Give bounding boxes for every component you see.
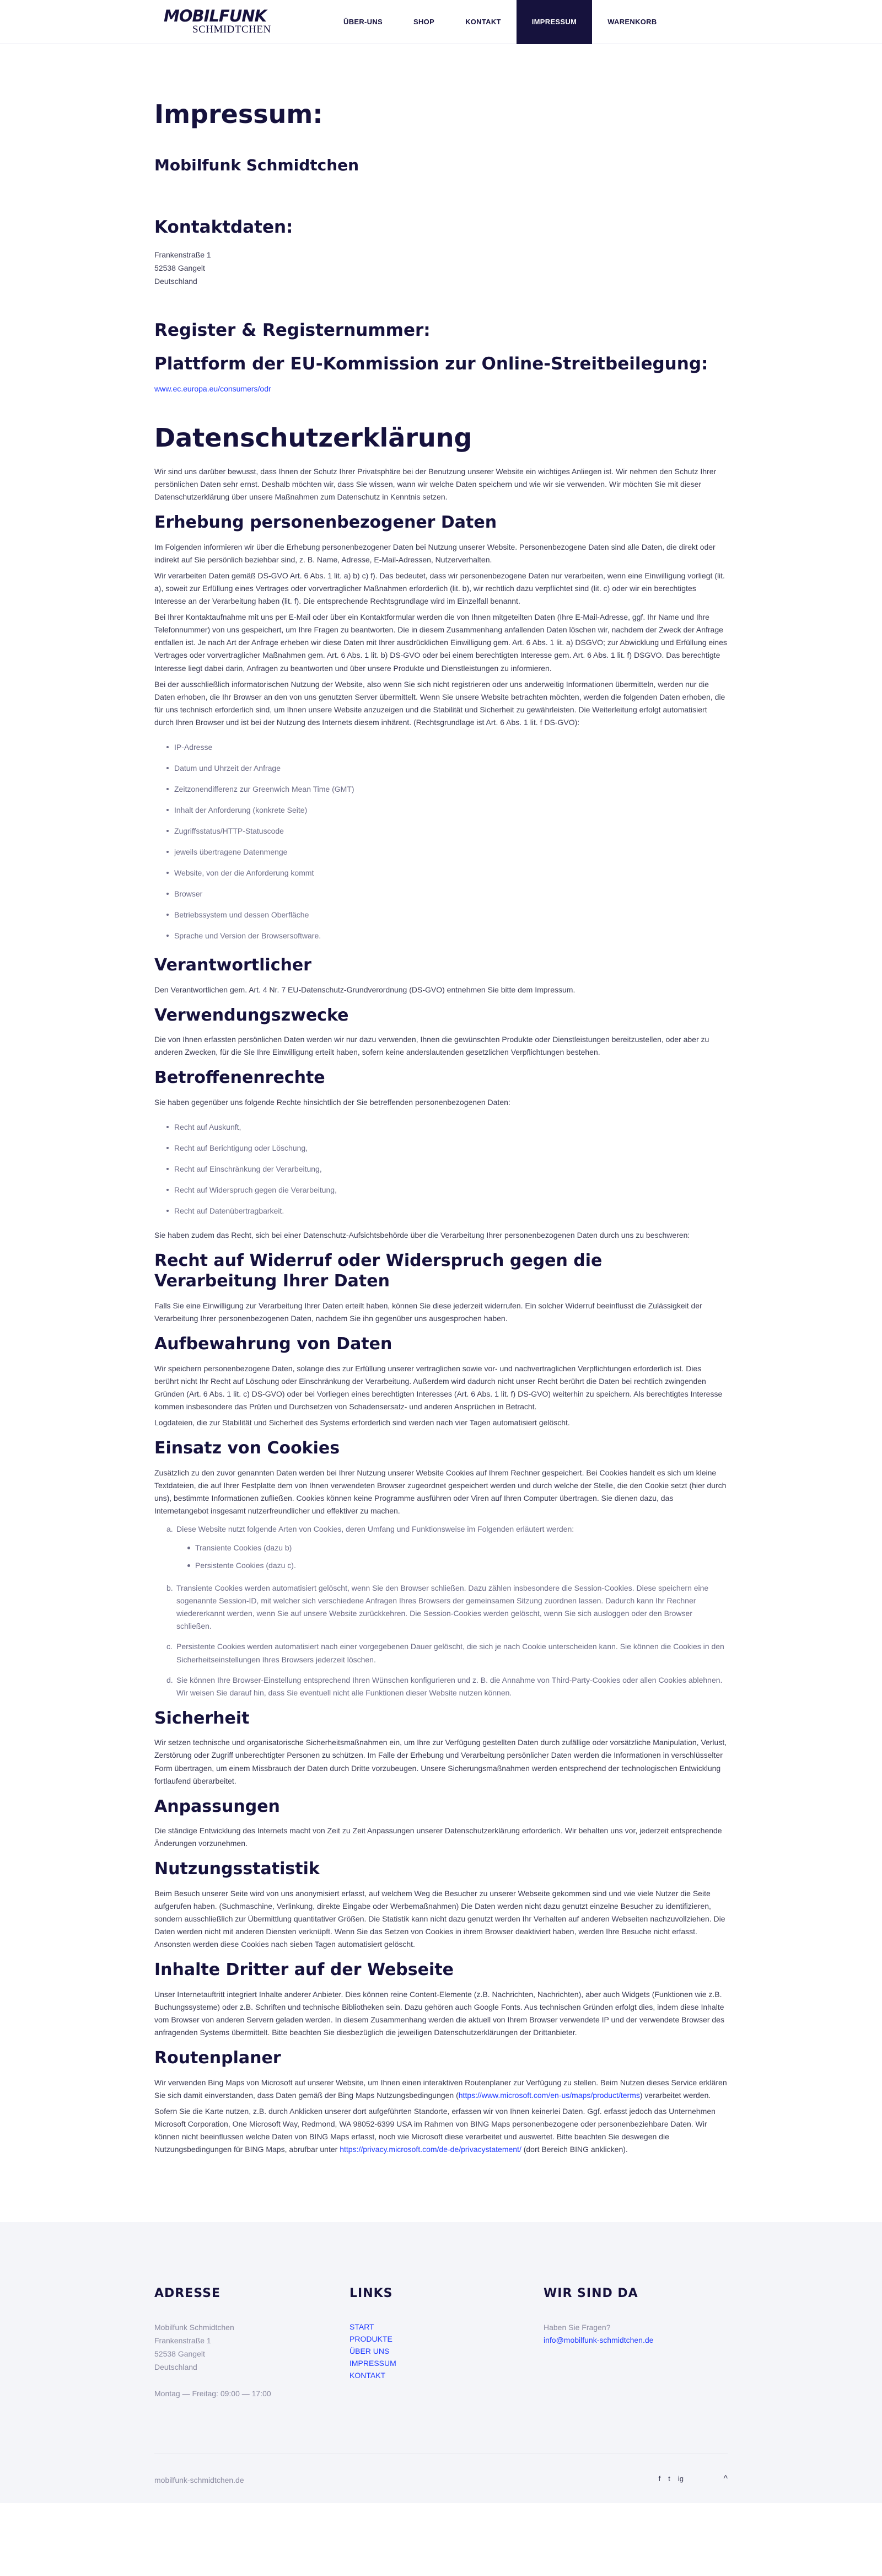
contact-address (154, 248, 728, 288)
paragraph-text: ) verarbeitet werden. (639, 2090, 711, 2100)
footer-heading: WIR SIND DA (544, 2287, 638, 2301)
paragraph (154, 2076, 728, 2102)
company-name: Mobilfunk Schmidtchen (154, 156, 359, 175)
instagram-icon[interactable]: ig (677, 2475, 684, 2483)
footer-address (154, 2284, 271, 2400)
section-heading-routenplaner: Routenplaner (154, 2048, 281, 2068)
nav-item-kontakt[interactable]: KONTAKT (465, 18, 501, 26)
list-item: Recht auf Berichtigung oder Löschung, (166, 1137, 728, 1158)
section-heading-aufbewahrung: Aufbewahrung von Daten (154, 1334, 392, 1354)
list-item: Persistente Cookies (dazu c). (187, 1557, 728, 1574)
paragraph: Unser Internetauftritt integriert Inhalte anderer Anbieter. Dies können reine Content-Elemente (z.B. Nachrichten, Nachrichten), aber auch Widgets (Funktionen wie z.B. Buchungssysteme) oder z.B. Schriften und technische Bibliotheken sein. Dazu gehören auch Google Fonts. Aus technischen Gründen erfolgt dies, indem diese Inhalte vom Browser von anderen Servern geladen werden. In diesem Zusammenhang werden die aktuell von Ihrem Browser verwendete IP und der verwendete Browser des anfragenden Systems übermittelt. Bitte beachten Sie diesbezüglich die jeweiligen Datenschutzerklärungen der Drittanbieter. (154, 1989, 724, 2037)
list-item-text: Persistente Cookies werden automatisiert nach einer vorgegebenen Dauer gelöscht, die sich je nach Cookie unterscheiden kann. Sie können die Cookies in den Sicherheitseinstellungen Ihres Browsers jederzeit löschen. (176, 1642, 724, 1664)
paragraph (154, 2105, 728, 2156)
paragraph-text: (dort Bereich BING anklicken). (521, 2145, 628, 2154)
list-item-text: Diese Website nutzt folgende Arten von Cookies, deren Umfang und Funktionsweise im Folgenden erläutert werden: (176, 1525, 574, 1533)
paragraph: Wir setzen technische und organisatorische Sicherheitsmaßnahmen ein, um Ihre zur Verfügung gestellten Daten durch zufällige oder vorsätzliche Manipulation, Verlust, Zerstörung oder Zugriff unberechtigter Personen zu schützen. Im Falle der Erhebung und Verarbeitung persönlicher Daten werden die Informationen in verschlüsselter Form übertragen, um einem Missbrauch der Daten durch Dritte vorzubeugen. Unsere Sicherungsmaßnahmen werden entsprechend der technologischen Entwicklung fortlaufend überarbeitet. (154, 1738, 727, 1785)
list-item: b. Transiente Cookies werden automatisiert gelöscht, wenn Sie den Browser schließen. Dazu zählen insbesondere die Session-Cookies. Diese speichern eine sogenannte Session-ID, mit welcher sich verschiedene Anfragen Ihres Browsers der gemeinsamen Sitzung zuordnen lassen. Dadurch kann Ihr Rechner wiedererkannt werden, wenn Sie auf unsere Website zurückkehren. Die Session-Cookies werden gelöscht, wenn Sie sich ausloggen oder den Browser schließen. (166, 1584, 709, 1631)
footer-text: Haben Sie Fragen? (544, 2322, 611, 2332)
nav-item-impressum[interactable]: IMPRESSUM (517, 0, 592, 44)
list-item: Recht auf Einschränkung der Verarbeitung, (166, 1158, 728, 1179)
site-logo[interactable] (164, 8, 279, 36)
footer-text: 52538 Gangelt (154, 2349, 205, 2358)
social-links (659, 2473, 684, 2484)
paragraph: Wir speichern personenbezogene Daten, solange dies zur Erfüllung unserer vertraglichen sowie vor- und nachvertraglichen Verpflichtungen erforderlich ist. Dies berührt nicht Ihr Recht auf Löschung oder Einschränkung der Verarbeitung. Außerdem wird dadurch nicht unser Recht berührt die Daten bei rechtlich zwingenden Gründen (Art. 6 Abs. 1 lit. c) DS-GVO) oder bei Vorliegen eines berechtigten Interesses (Art. 6 Abs. 1 lit. f) DS-GVO) weiterhin zu speichern. Als berechtigtes Interesse kommen insbesondere das Prüfen und Durchsetzen von Schadensersatz- und anderen Ansprüchen in Betracht. (154, 1364, 723, 1411)
footer-text: Frankenstraße 1 (154, 2336, 211, 2345)
paragraph: Den Verantwortlichen gem. Art. 4 Nr. 7 EU-Datenschutz-Grundverordnung (DS-GVO) entnehmen Sie bitte dem Impressum. (154, 985, 576, 994)
page-title: Impressum: (154, 99, 323, 129)
footer-text: Deutschland (154, 2362, 197, 2371)
section-heading-cookies: Einsatz von Cookies (154, 1439, 340, 1458)
paragraph-text: Sofern Sie die Karte nutzen, z.B. durch Anklicken unserer dort aufgeführten Standorte, erfassen wir von Ihnen keinerlei Daten. Ggf. erfasst jedoch das Unternehmen Microsoft Corporation, One Microsoft Way, Redmond, WA 98052-6399 USA im Rahmen von BING Maps personenbezogene oder personenbeziehbare Daten. Wir können nicht beeinflussen welche Daten von BING Maps erfasst, noch wie Microsoft diese verarbeitet und auswertet. Bitte beachten Sie deswegen die Nutzungsbedingungen für BING Maps, abrufbar unter (154, 2106, 716, 2154)
list-item: IP-Adresse (166, 737, 728, 758)
paragraph: Beim Besuch unserer Seite wird von uns anonymisiert erfasst, auf welchem Weg die Besucher zu unserer Webseite gekommen sind und wie viele Nutzer die Seite aufgerufen haben. (Suchmaschine, Verlinkung, direkte Eingabe oder Werbemaßnahmen) Die Daten werden nicht dazu genutzt einzelne Besucher zu identifizieren, sondern ausschließlich zur Übermittlung quantitativer Größen. Die Statistik kann nicht dazu genutzt werden Ihr Verhalten auf anderen Webseiten nachzuvollziehen. Die Daten werden nicht mit anderen Diensten verknüpft. Wenn Sie das Setzen von Cookies in ihrem Browser deaktiviert haben, werden Ihre Besuche nicht erfasst. Ansonsten werden diese Cookies nach sieben Tagen automatisiert gelöscht. (154, 1888, 725, 1949)
footer-link-start[interactable]: START (349, 2322, 374, 2331)
list-item: Zugriffsstatus/HTTP-Statuscode (166, 820, 728, 841)
list-item: Sprache und Version der Browsersoftware. (166, 925, 728, 946)
section-heading-sicherheit: Sicherheit (154, 1708, 250, 1728)
section-heading-widerruf: Recht auf Widerruf oder Widerspruch gegen die Verarbeitung Ihrer Daten (154, 1251, 603, 1291)
cookies-list (166, 1523, 728, 1699)
bing-terms-link[interactable]: https://www.microsoft.com/en-us/maps/product/terms (458, 2090, 640, 2100)
nav-item-warenkorb[interactable]: WARENKORB (607, 18, 657, 26)
list-item: Recht auf Widerspruch gegen die Verarbeitung, (166, 1179, 728, 1200)
copyright: mobilfunk-schmidtchen.de (154, 2476, 244, 2485)
section-heading-erhebung: Erhebung personenbezogener Daten (154, 513, 497, 533)
list-item: Zeitzonendifferenz zur Greenwich Mean Time (GMT) (166, 779, 728, 799)
list-item: Browser (166, 883, 728, 904)
paragraph: Die ständige Entwicklung des Internets macht von Zeit zu Zeit Anpassungen unserer Datenschutzerklärung erforderlich. Wir behalten uns vor, jederzeit entsprechende Änderungen vorzunehmen. (154, 1826, 722, 1848)
list-item: Inhalt der Anforderung (konkrete Seite) (166, 799, 728, 820)
paragraph-text: Wir verwenden Bing Maps von Microsoft auf unserer Website, um Ihnen einen interaktiven Routenplaner zur Verfügung zu stellen. Beim Nutzen dieses Service erklären Sie sich damit einverstanden, dass Daten gemäß der Bing Maps Nutzungsbedingungen ( (154, 2078, 727, 2100)
section-heading-nutzungsstatistik: Nutzungsstatistik (154, 1859, 320, 1879)
footer-text: Mobilfunk Schmidtchen (154, 2322, 234, 2332)
address-line: Frankenstraße 1 (154, 250, 211, 260)
list-item: a. Diese Website nutzt folgende Arten von Cookies, deren Umfang und Funktionsweise im Folgenden erläutert werden: Transiente Cookies (dazu b) Persistente Cookies (dazu c). (166, 1523, 728, 1574)
list-item: Recht auf Datenübertragbarkeit. (166, 1200, 728, 1221)
paragraph: Bei der ausschließlich informatorischen Nutzung der Website, also wenn Sie sich nicht registrieren oder uns anderweitig Informationen übermitteln, werden nur die Daten erhoben, die Ihr Browser an den von uns genutzten Server übermittelt. Wenn Sie unsere Website betrachten möchten, werden die folgenden Daten erhoben, die für uns technisch erforderlich sind, um Ihnen unsere Website anzuzeigen und die Stabilität und Sicherheit zu gewährleisten. Die Weiterleitung erfolgt automatisiert durch Ihren Browser und ist bei der Nutzung des Internets diesem inhärent. (Rechtsgrundlage ist Art. 6 Abs. 1 lit. f DS-GVO): (154, 679, 725, 727)
section-heading-betroffenenrechte: Betroffenenrechte (154, 1068, 325, 1088)
address-line: Deutschland (154, 277, 197, 286)
odr-link[interactable]: www.ec.europa.eu/consumers/odr (154, 384, 271, 393)
list-item: jeweils übertragene Datenmenge (166, 841, 728, 862)
footer-heading: LINKS (349, 2287, 393, 2301)
logo-subline: SCHMIDTCHEN (192, 24, 271, 35)
facebook-icon[interactable]: f (658, 2475, 661, 2483)
paragraph: Logdateien, die zur Stabilität und Sicherheit des Systems erforderlich sind werden nach vier Tagen automatisiert gelöscht. (154, 1418, 570, 1427)
list-item: Website, von der die Anforderung kommt (166, 862, 728, 883)
footer-link-ueber-uns[interactable]: ÜBER UNS (349, 2346, 390, 2355)
main-content (154, 44, 728, 2156)
microsoft-privacy-link[interactable]: https://privacy.microsoft.com/de-de/privacystatement/ (340, 2145, 521, 2154)
paragraph: Zusätzlich zu den zuvor genannten Daten werden bei Ihrer Nutzung unserer Website Cookies auf Ihrem Rechner gespeichert. Bei Cookies handelt es sich um kleine Textdateien, die auf Ihrer Festplatte dem von Ihnen verwendeten Browser zugeordnet gespeichert werden und durch welche der Stelle, die den Cookie setzt (hier durch uns), bestimmte Informationen zufließen. Cookies können keine Programme ausführen oder Viren auf Ihren Computer übertragen. Sie dienen dazu, das Internetangebot insgesamt nutzerfreundlicher und effektiver zu machen. (154, 1468, 727, 1515)
paragraph: Im Folgenden informieren wir über die Erhebung personenbezogener Daten bei Nutzung unserer Website. Personenbezogene Daten sind alle Daten, die direkt oder indirekt auf Sie persönlich beziehbar sind, z. B. Name, Adresse, E-Mail-Adressen, Nutzerverhalten. (154, 542, 716, 564)
footer-email-link[interactable]: info@mobilfunk-schmidtchen.de (544, 2335, 654, 2344)
paragraph: Sie haben zudem das Recht, sich bei einer Datenschutz-Aufsichtsbehörde über die Verarbeitung Ihrer personenbezogenen Daten durch uns zu beschweren: (154, 1230, 690, 1239)
footer-link-impressum[interactable]: IMPRESSUM (349, 2358, 396, 2368)
footer-links (349, 2284, 396, 2381)
odr-heading: Plattform der EU-Kommission zur Online-Streitbeilegung: (154, 353, 708, 374)
section-heading-anpassungen: Anpassungen (154, 1796, 280, 1816)
list-item-text: Transiente Cookies werden automatisiert gelöscht, wenn Sie den Browser schließen. Dazu zählen insbesondere die Session-Cookies. Diese speichern eine sogenannte Session-ID, mit welcher sich verschiedene Anfragen Ihres Browsers der gemeinsamen Sitzung zuordnen lassen. Dadurch kann Ihr Rechner wiedererkannt werden, wenn Sie auf unsere Website zurückkehren. Die Session-Cookies werden gelöscht, wenn Sie sich ausloggen oder den Browser schließen. (176, 1584, 709, 1631)
nav-item-shop[interactable]: SHOP (413, 18, 435, 26)
register-heading: Register & Registernummer: (154, 320, 431, 341)
paragraph: Falls Sie eine Einwilligung zur Verarbeitung Ihrer Daten erteilt haben, können Sie diese jederzeit widerrufen. Ein solcher Widerruf beeinflusst die Zulässigkeit der Verarbeitung Ihrer personenbezogenen Daten, nachdem Sie ihn gegenüber uns ausgesprochen haben. (154, 1301, 702, 1323)
main-nav (328, 0, 673, 44)
logo-wordmark: MOBILFUNK (164, 7, 266, 25)
section-heading-verwendungszwecke: Verwendungszwecke (154, 1005, 349, 1025)
contact-heading: Kontaktdaten: (154, 217, 293, 238)
footer-contact (544, 2284, 653, 2346)
site-header (0, 0, 882, 44)
paragraph: Sie haben gegenüber uns folgende Rechte hinsichtlich der Sie betreffenden personenbezogenen Daten: (154, 1097, 510, 1107)
rights-list (166, 1117, 728, 1221)
paragraph: Bei Ihrer Kontaktaufnahme mit uns per E-Mail oder über ein Kontaktformular werden die von Ihnen mitgeteilten Daten (Ihre E-Mail-Adresse, ggf. Ihr Name und Ihre Telefonnummer) von uns gespeichert, um Ihre Fragen zu beantworten. Die in diesem Zusammenhang anfallenden Daten löschen wir, nachdem der Zweck der Anfrage entfallen ist. Je nach Art der Anfrage erheben wir diese Daten mit Ihrer ausdrücklichen Einwilligung gem. Art. 6 Abs. 1 lit. a) DSGVO; zur Abwicklung und Erfüllung eines Vertrages oder vorvertraglicher Maßnahmen gem. Art. 6 Abs. 1 lit. b) DS-GVO oder bei einem berechtigten Interesse gem. Art. 6 Abs. 1 lit. f) DSGVO. Das berechtigte Interesse liegt dabei darin, Anfragen zu beantworten und über unsere Produkte und Dienstleistungen zu informieren. (154, 613, 727, 673)
nav-item-ueber-uns[interactable]: ÜBER-UNS (343, 18, 383, 26)
collected-data-list (166, 737, 728, 946)
list-item: Transiente Cookies (dazu b) (187, 1539, 728, 1557)
list-item: d. Sie können Ihre Browser-Einstellung entsprechend Ihren Wünschen konfigurieren und z. B. die Annahme von Third-Party-Cookies oder allen Cookies ablehnen. Wir weisen Sie darauf hin, dass Sie eventuell nicht alle Funktionen dieser Website nutzen können. (166, 1675, 723, 1697)
twitter-icon[interactable]: t (668, 2475, 670, 2483)
list-item: Betriebssystem und dessen Oberfläche (166, 904, 728, 925)
list-item: c. Persistente Cookies werden automatisiert nach einer vorgegebenen Dauer gelöscht, die sich je nach Cookie unterscheiden kann. Sie können die Cookies in den Sicherheitseinstellungen Ihres Browsers jederzeit löschen. (166, 1642, 724, 1664)
section-heading-verantwortlicher: Verantwortlicher (154, 956, 311, 975)
paragraph: Wir verarbeiten Daten gemäß DS-GVO Art. 6 Abs. 1 lit. a) b) c) f). Das bedeutet, dass wir personenbezogene Daten nur verarbeiten, wenn eine Einwilligung vorliegt (lit. a), soweit zur Erfüllung eines Vertrages oder vorvertraglicher Maßnahmen erforderlich (lit. b), wir rechtlich dazu verpflichtet sind (lit. c) oder wir ein berechtigtes Interesse an der Verarbeitung haben (lit. f). Die entsprechende Rechtsgrundlage wird im Einzelfall benannt. (154, 571, 725, 606)
footer-link-produkte[interactable]: PRODUKTE (349, 2334, 392, 2343)
footer-heading: ADRESSE (154, 2287, 220, 2301)
address-line: 52538 Gangelt (154, 264, 205, 273)
privacy-title: Datenschutzerklärung (154, 422, 472, 453)
site-footer (0, 2222, 882, 2503)
cookie-types-list (187, 1539, 728, 1574)
back-to-top-icon[interactable]: ^ (723, 2474, 728, 2484)
section-heading-inhalte-dritter: Inhalte Dritter auf der Webseite (154, 1960, 454, 1980)
list-item: Datum und Uhrzeit der Anfrage (166, 758, 728, 779)
privacy-intro: Wir sind uns darüber bewusst, dass Ihnen der Schutz Ihrer Privatsphäre bei der Benutzung unserer Website ein wichtiges Anliegen ist. Wir nehmen den Schutz Ihrer persönlichen Daten sehr ernst. Deshalb möchten wir, dass Sie wissen, wann wir welche Daten speichern und wie wir sie verwenden. Wir möchten Sie mit dieser Datenschutzerklärung über unsere Maßnahmen zum Datenschutz in Kenntnis setzen. (154, 466, 717, 502)
list-item-text: Sie können Ihre Browser-Einstellung entsprechend Ihren Wünschen konfigurieren und z. B. die Annahme von Third-Party-Cookies oder allen Cookies ablehnen. Wir weisen Sie darauf hin, dass Sie eventuell nicht alle Funktionen dieser Website nutzen können. (176, 1675, 723, 1697)
paragraph: Die von Ihnen erfassten persönlichen Daten werden wir nur dazu verwenden, Ihnen die gewünschten Produkte oder Dienstleistungen bereitzustellen, oder aber zu anderen Zwecken, für die Sie Ihre Einwilligung erteilt haben, sofern keine anderslautenden gesetzlichen Verpflichtungen bestehen. (154, 1035, 709, 1057)
list-item: Recht auf Auskunft, (166, 1117, 728, 1137)
footer-link-kontakt[interactable]: KONTAKT (349, 2370, 386, 2380)
opening-hours: Montag — Freitag: 09:00 — 17:00 (154, 2389, 271, 2398)
